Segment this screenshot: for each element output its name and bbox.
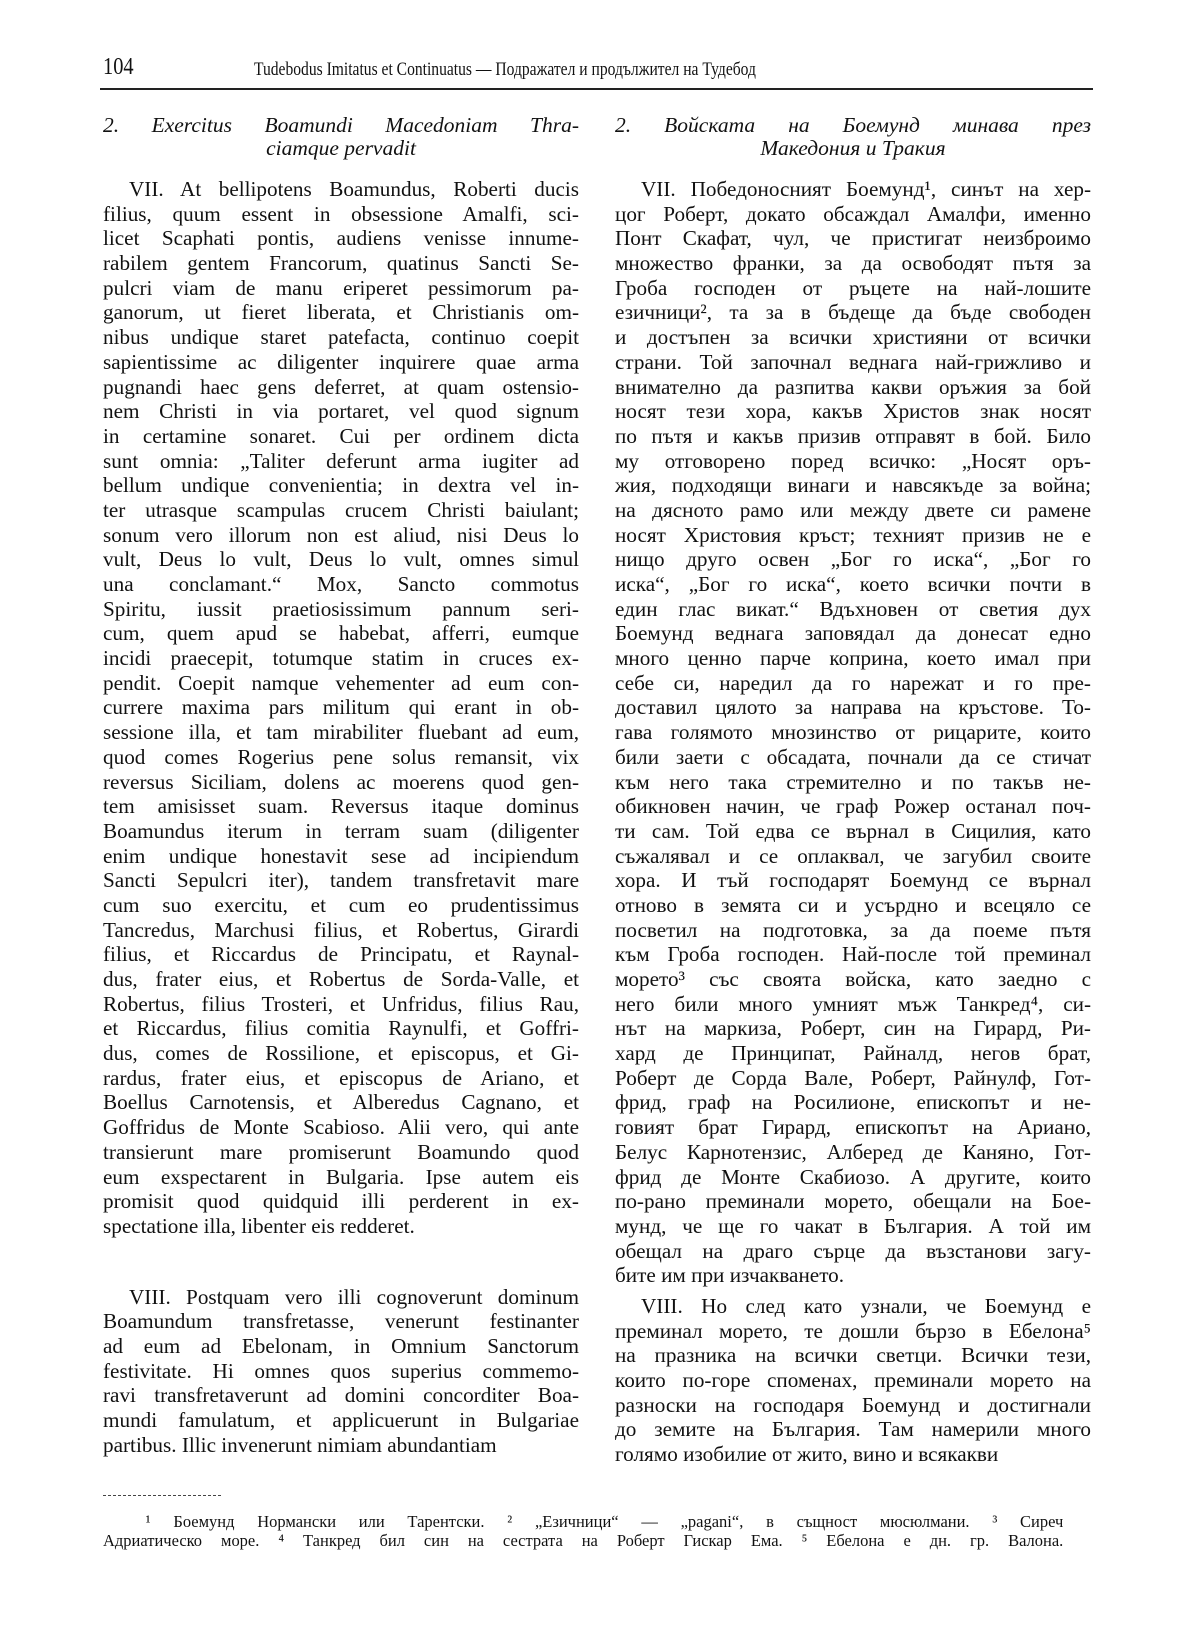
text-line: Boamundus iterum in terram suam (diligenter	[103, 818, 579, 843]
bulgarian-paragraph-vii	[615, 177, 1091, 1288]
text-line: VIII. Postquam vero illi cognoverunt dominum	[129, 1284, 579, 1309]
text-line: него били много умният мъж Танкред⁴, си-	[615, 991, 1091, 1016]
latin-paragraph-vii	[103, 177, 579, 1239]
text-line: нищо друго освен „Бог го иска“, „Бог го	[615, 547, 1091, 572]
latin-column	[103, 114, 579, 1457]
text-line: цог Роберт, докато обсаждал Амалфи, именно	[615, 201, 1091, 226]
text-line: licet Scaphati pontis, audiens venisse innume-	[103, 226, 579, 251]
text-line: му отговорено поред всичко: „Носят оръ-	[615, 448, 1091, 473]
text-line: жия, подходящи винаги и навсякъде за война;	[615, 473, 1091, 498]
text-line: VII. Победоносният Боемунд¹, синът на хер-	[641, 177, 1091, 201]
text-line: promisit quod quidquid illi perderent in ex-	[103, 1189, 579, 1214]
text-line: фрид, граф на Росилионе, епископът и не-	[615, 1090, 1091, 1115]
text-line: ravi transfretaverunt ad domini concorditer Boa-	[103, 1383, 579, 1408]
header-rule	[100, 88, 1093, 90]
text-line: eum exspectarent in Bulgaria. Ipse autem eis	[103, 1164, 579, 1189]
text-line: filius, quum essent in obsessione Amalfi, sci-	[103, 201, 579, 226]
page-number: 104	[103, 54, 134, 80]
text-line: един глас викат.“ Вдъхновен от светия дух	[615, 596, 1091, 621]
text-line: mundi famulatum, et applicuerunt in Bulgariae	[103, 1408, 579, 1432]
paragraph-gap	[103, 1239, 579, 1285]
text-line: dus, frater eius, et Robertus de Sorda-Valle, et	[103, 967, 579, 991]
running-title: Tudebodus Imitatus et Continuatus — Подражател и продължител на Тудебод	[254, 59, 756, 80]
bulgarian-section-title	[615, 114, 1091, 160]
text-line: ad eum ad Ebelonam, in Omnium Sanctorum	[103, 1333, 579, 1358]
text-line: in certamine sonaret. Cui per ordinem dicta	[103, 423, 579, 448]
text-line: nem Christi in via portaret, vel quod signum	[103, 399, 579, 424]
bulgarian-section-title-line: Македония и Тракия	[760, 136, 946, 160]
text-line: incidi praecepit, totumque statim in cruces ex-	[103, 646, 579, 671]
text-line: pugnandi haec gens deferret, at quam ostensio-	[103, 374, 579, 399]
text-line: ter utrasque scampulas crucem Christi baiulant;	[103, 497, 579, 522]
text-line: festivitate. Hi omnes quos superius commemo-	[103, 1358, 579, 1383]
text-line: rabilem gentem Francorum, quatinus Sancti Se-	[103, 251, 579, 276]
text-line: transierunt mare promiserunt Boamundo quod	[103, 1139, 579, 1164]
text-line: били заети с обсадата, почнали да се стичат	[615, 744, 1091, 769]
text-line: Гроба господен от ръцете на най-лошите	[615, 275, 1091, 300]
text-line: преминал морето, те дошли бързо в Ебелона⁵	[615, 1318, 1091, 1343]
text-line: носят Христовия кръст; техният призив не е	[615, 522, 1091, 547]
text-line: Boamundum transfretasse, venerunt festinanter	[103, 1309, 579, 1334]
text-line: Spiritu, iussit praetiosissimum pannum seri-	[103, 596, 579, 621]
text-line: pulcri viam de manu eriperet pessimorum pa-	[103, 275, 579, 300]
text-line: reversus Siciliam, dolens ac moerens quod gen-	[103, 769, 579, 794]
latin-paragraph-viii	[103, 1285, 579, 1458]
text-line: хард де Принципат, Райналд, негов брат,	[615, 1041, 1091, 1066]
text-line: езичници², та за в бъдеще да бъде свободен	[615, 300, 1091, 325]
text-line: bellum undique convenientia; in dextra vel in-	[103, 473, 579, 498]
text-line: Понт Скафат, чул, че пристигат неизброимо	[615, 226, 1091, 251]
text-line: tem amisisset suam. Reversus itaque dominus	[103, 794, 579, 819]
text-line: морето³ със своята войска, като заедно с	[615, 967, 1091, 991]
text-line: ти сам. Той едва се върнал в Сицилия, като	[615, 818, 1091, 843]
text-line: VIII. Но след като узнали, че Боемунд е	[641, 1293, 1091, 1318]
text-line: sessione illa, et tam mirabiliter fluebant ad eum,	[103, 720, 579, 745]
text-line: enim undique honestavit sese ad incipiendum	[103, 843, 579, 868]
text-line: filius, et Riccardus de Principatu, et Raynal-	[103, 942, 579, 967]
text-line: et Riccardus, filius comitia Raynulfi, et Goffri-	[103, 1016, 579, 1041]
text-line: Robertus, filius Trosteri, et Unfridus, filius Rau,	[103, 991, 579, 1016]
text-line: cum, quem apud se habebat, afferri, eumque	[103, 621, 579, 646]
latin-section-title-line: 2. Exercitus Boamundi Macedoniam Thra-	[103, 113, 579, 137]
text-line: гава голямото мнозинство от рицарите, които	[615, 720, 1091, 745]
footnotes	[103, 1512, 1093, 1550]
text-line: хора. И тъй господарят Боемунд се върнал	[615, 868, 1091, 893]
latin-section-title-line: ciamque pervadit	[266, 136, 416, 160]
text-line: Goffridus de Monte Scabioso. Alii vero, qui ante	[103, 1115, 579, 1140]
text-line: до земите на България. Там намерили много	[615, 1417, 1091, 1442]
text-line: съжалявал и се оплаквал, че загубил своите	[615, 843, 1091, 868]
text-line: nibus undique staret patefacta, continuo coepit	[103, 325, 579, 350]
text-line: себе си, наредил да го нарежат и го пре-	[615, 670, 1091, 695]
text-line: много ценно парче коприна, което имал при	[615, 646, 1091, 671]
text-line: vult, Deus lo vult, Deus lo vult, omnes simul	[103, 547, 579, 572]
bulgarian-column	[615, 114, 1091, 1467]
text-line: посветил на подготовка, за да поеме пътя	[615, 917, 1091, 942]
footnote-line: Адриатическо море. ⁴ Танкред бил син на сестрата на Роберт Гискар Ема. ⁵ Ебелона е дн. гр. Валона.	[103, 1531, 1064, 1550]
text-line: говият брат Гирард, епископът на Ариано,	[615, 1115, 1091, 1140]
page-header	[103, 54, 1103, 86]
text-line: иска“, „Бог го иска“, което всички почти в	[615, 572, 1091, 596]
text-line: sapientissime ac diligenter inquirere quae arma	[103, 349, 579, 374]
text-line: cum suo exercitu, et cum eo prudentissimus	[103, 892, 579, 917]
text-line: страни. Той започнал веднага най-грижливо и	[615, 349, 1091, 374]
text-line: голямо изобилие от жито, вино и всякакви	[615, 1442, 999, 1467]
text-line: Tancredus, Marchusi filius, et Robertus, Girardi	[103, 917, 579, 942]
text-line: по пътя и какъв призив отправят в бой. Било	[615, 423, 1091, 448]
text-line: към него така стремително и по такъв не-	[615, 769, 1091, 794]
text-line: Boellus Carnotensis, et Alberedus Cagnano, et	[103, 1090, 579, 1115]
text-line: разноски на господаря Боемунд и достигнали	[615, 1392, 1091, 1417]
text-line: una conclamant.“ Mox, Sancto commotus	[103, 572, 579, 596]
text-line: quod comes Rogerius pene solus remansit, vix	[103, 744, 579, 769]
text-line: sunt omnia: „Taliter deferunt arma iugiter ad	[103, 448, 579, 473]
text-line: обикновен начин, че граф Рожер останал поч-	[615, 794, 1091, 819]
text-line: нът на маркиза, Роберт, син на Гирард, Ри-	[615, 1016, 1091, 1041]
text-line: множество франки, за да освободят пътя за	[615, 251, 1091, 276]
text-line: към Гроба господен. Най-после той преминал	[615, 942, 1091, 967]
text-line: VII. At bellipotens Boamundus, Roberti ducis	[129, 177, 579, 201]
latin-section-title	[103, 114, 579, 160]
text-line: rardus, frater eius, et episcopus de Ariano, et	[103, 1065, 579, 1090]
text-line: Sancti Sepulcri iter), tandem transfretavit mare	[103, 868, 579, 893]
text-line: и достъпен за всички християни от всички	[615, 325, 1091, 350]
text-line: обещал на драго сърце да възстанови загу-	[615, 1238, 1091, 1263]
text-line: носят тези хора, какъв Христов знак носят	[615, 399, 1091, 424]
footnote-line: ¹ Боемунд Нормански или Тарентски. ² „Езичници“ — „pagani“, в същност мюсюлмани. ³ Сиреч	[145, 1512, 1064, 1531]
bulgarian-section-title-line: 2. Войската на Боемунд минава през	[615, 113, 1091, 137]
text-line: pendit. Coepit namque vehementer ad eum con-	[103, 670, 579, 695]
text-line: по-рано преминали морето, обещали на Бое-	[615, 1189, 1091, 1214]
footnote-rule	[103, 1495, 221, 1496]
text-line: ganorum, ut fieret liberata, et Christianis om-	[103, 300, 579, 325]
text-line: които по-горе споменах, преминали морето на	[615, 1368, 1091, 1392]
text-line: Роберт де Сорда Вале, Роберт, Райнулф, Гот-	[615, 1065, 1091, 1090]
text-line: внимателно да разпитва какви оръжия за бой	[615, 374, 1091, 399]
text-line: на празника на всички светци. Всички тези,	[615, 1343, 1091, 1368]
text-line: sonum vero illorum non est aliud, nisi Deus lo	[103, 522, 579, 547]
text-line: фрид де Монте Скабиозо. А другите, които	[615, 1164, 1091, 1189]
text-line: dus, comes de Rossilione, et episcopus, et Gi-	[103, 1041, 579, 1066]
text-line: Белус Карнотензис, Алберед де Каняно, Гот-	[615, 1139, 1091, 1164]
text-line: бите им при изчакването.	[615, 1263, 845, 1288]
text-line: доставил цялото за направа на кръстове. То-	[615, 695, 1091, 720]
text-line: отново в земята си и усърдно и всецяло се	[615, 892, 1091, 917]
text-line: currere maxima pars militum qui erant in ob-	[103, 695, 579, 720]
text-line: мунд, че ще го чакат в България. А той им	[615, 1213, 1091, 1238]
bulgarian-paragraph-viii	[615, 1294, 1091, 1467]
text-line: spectatione illa, libenter eis redderet.	[103, 1213, 415, 1238]
text-line: на дясното рамо или между двете си рамене	[615, 497, 1091, 522]
text-line: Боемунд веднага заповядал да донесат едно	[615, 621, 1091, 646]
text-line: partibus. Illic invenerunt nimiam abundantiam	[103, 1432, 497, 1457]
